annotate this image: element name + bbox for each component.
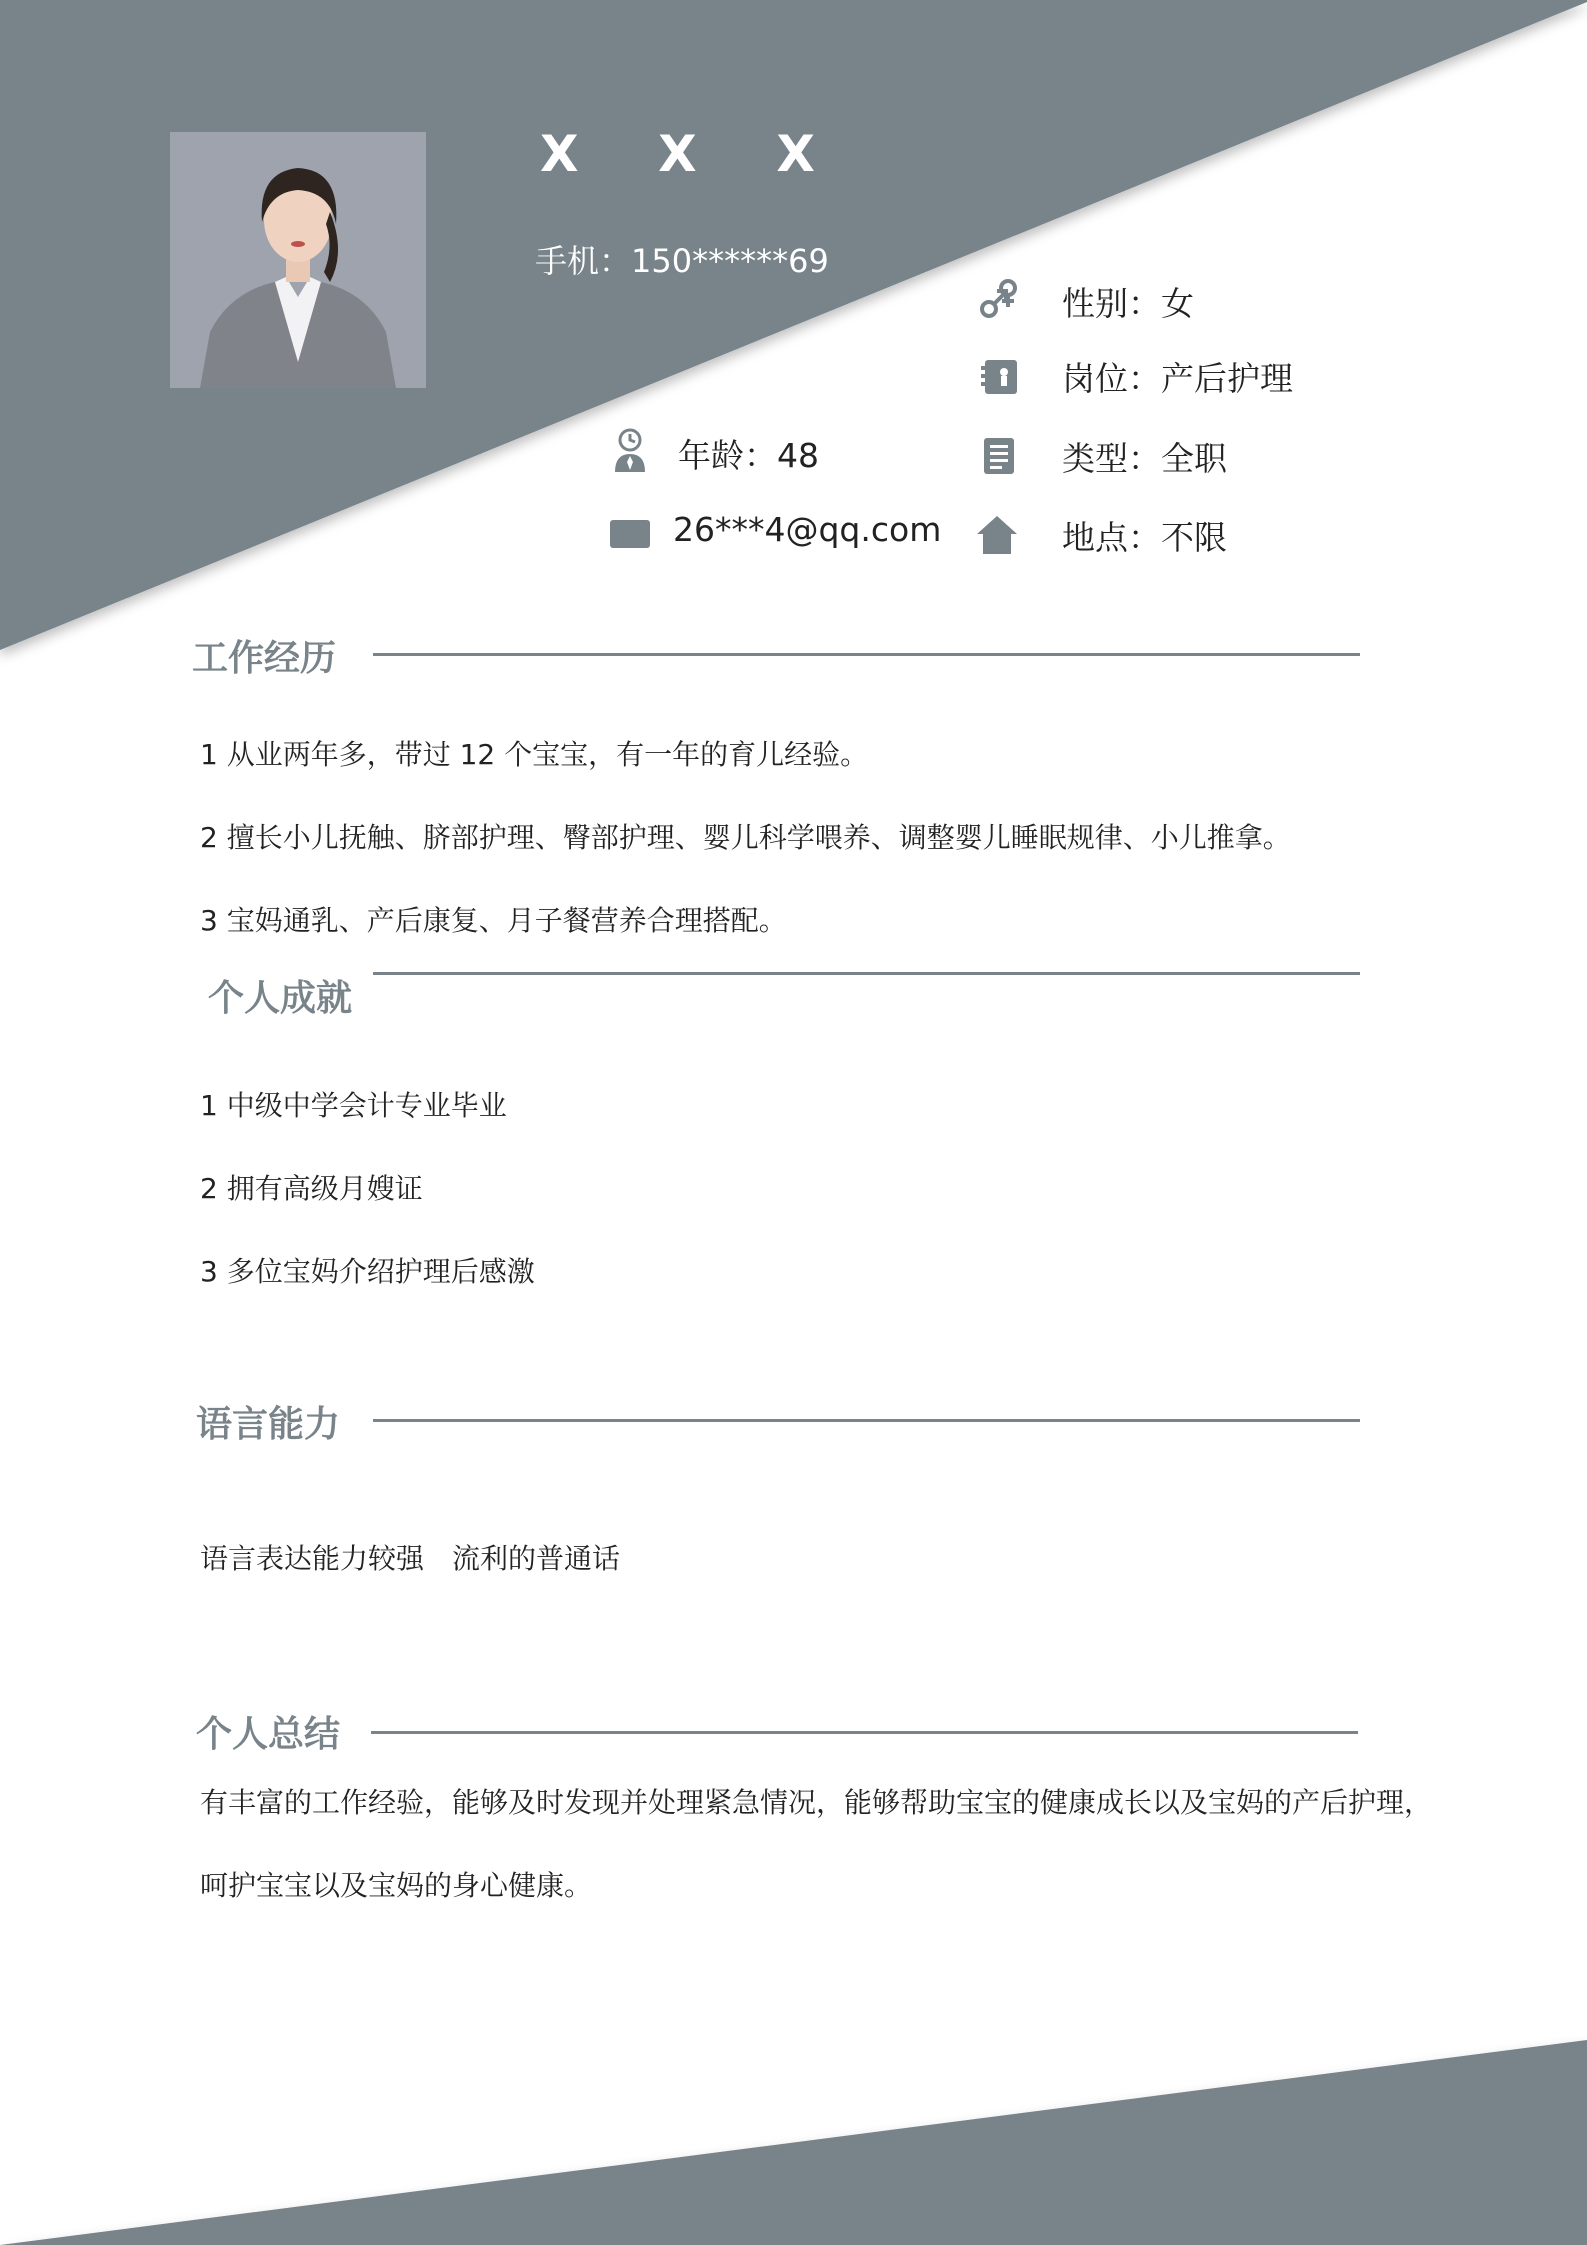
list-item: 1 中级中学会计专业毕业: [200, 1089, 507, 1122]
person-clock-icon: [607, 428, 653, 474]
type-text: 类型：全职: [1062, 439, 1227, 478]
age-text: 年龄：48: [678, 436, 819, 475]
candidate-name: X X X: [540, 125, 817, 183]
gender-icon: [975, 277, 1021, 323]
summary-line: 呵护宝宝以及宝妈的身心健康。: [200, 1869, 593, 1902]
profile-photo: [170, 132, 426, 388]
section-divider: [373, 1419, 1360, 1422]
list-item: 2 擅长小儿抚触、脐部护理、臀部护理、婴儿科学喂养、调整婴儿睡眠规律、小儿推拿。: [200, 821, 1291, 854]
section-title-language: 语言能力: [196, 1404, 341, 1445]
phone-number: 手机：150******69: [535, 242, 829, 280]
section-divider: [373, 653, 1360, 656]
gender-text: 性别：女: [1062, 284, 1194, 323]
section-title-work: 工作经历: [192, 638, 337, 679]
summary-line: 有丰富的工作经验，能够及时发现并处理紧急情况，能够帮助宝宝的健康成长以及宝妈的产后护理，: [200, 1786, 1433, 1819]
list-item: 3 多位宝妈介绍护理后感激: [200, 1255, 535, 1288]
badge-icon: [977, 354, 1023, 400]
home-icon: [974, 512, 1020, 558]
bottom-banner: [0, 2040, 1587, 2245]
list-item: 语言表达能力较强 流利的普通话: [200, 1542, 621, 1575]
mail-icon: [607, 510, 653, 556]
list-item: 1 从业两年多，带过 12 个宝宝，有一年的育儿经验。: [200, 738, 869, 771]
document-icon: [976, 433, 1022, 479]
portrait-image: [170, 132, 426, 388]
section-title-summary: 个人总结: [196, 1714, 341, 1755]
position-text: 岗位：产后护理: [1062, 359, 1293, 398]
location-text: 地点：不限: [1062, 518, 1227, 557]
section-divider: [371, 1731, 1358, 1734]
email-text: 26***4@qq.com: [673, 510, 942, 549]
section-divider: [373, 972, 1360, 975]
list-item: 3 宝妈通乳、产后康复、月子餐营养合理搭配。: [200, 904, 787, 937]
section-title-achievements: 个人成就: [208, 978, 353, 1019]
list-item: 2 拥有高级月嫂证: [200, 1172, 423, 1205]
